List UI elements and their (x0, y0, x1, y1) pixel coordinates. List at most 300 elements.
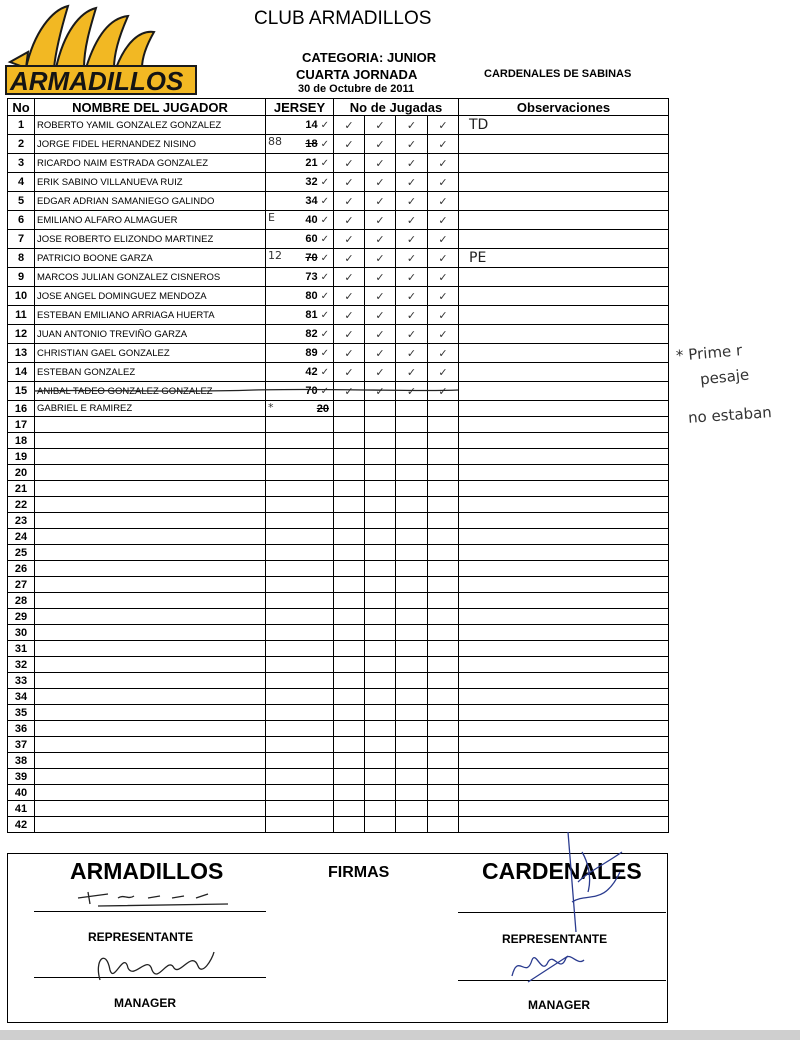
observation-cell (459, 705, 669, 721)
check-icon: ✓ (406, 252, 417, 265)
observation-cell (459, 465, 669, 481)
player-name (35, 211, 266, 230)
table-row (8, 363, 669, 382)
jersey-value: 42 (305, 366, 318, 378)
check-icon: ✓ (344, 176, 354, 189)
play-cell (365, 785, 396, 801)
game-date: 30 de Octubre de 2011 (298, 83, 415, 95)
check-icon: ✓ (375, 290, 385, 303)
play-cell (428, 641, 459, 657)
play-cell (428, 673, 459, 689)
observation-cell (459, 529, 669, 545)
jersey-number (266, 593, 334, 609)
play-cell (396, 382, 428, 401)
check-icon: ✓ (438, 233, 448, 246)
play-cell (365, 173, 396, 192)
play-cell (365, 211, 396, 230)
table-row (8, 249, 669, 268)
play-cell (428, 689, 459, 705)
observation-cell (459, 230, 669, 249)
check-icon: ✓ (375, 195, 385, 208)
jersey-number (266, 344, 334, 363)
player-name-text: JOSE ROBERTO ELIZONDO MARTINEZ (37, 233, 214, 245)
play-cell (334, 306, 365, 325)
row-number: 39 (8, 769, 35, 785)
play-cell (428, 609, 459, 625)
check-icon: ✓ (438, 385, 448, 398)
player-name (35, 287, 266, 306)
row-number: 27 (8, 577, 35, 593)
play-cell (428, 306, 459, 325)
play-cell (334, 230, 365, 249)
check-icon: ✓ (320, 139, 329, 150)
header-no: No (8, 99, 35, 116)
observation-cell (459, 545, 669, 561)
player-name (35, 325, 266, 344)
jersey-value: 40 (305, 214, 318, 226)
play-cell (365, 135, 396, 154)
play-cell (334, 497, 365, 513)
check-icon: ✓ (375, 176, 385, 189)
player-name (35, 641, 266, 657)
observation-cell (459, 641, 669, 657)
away-manager-signature-line (458, 980, 666, 981)
jersey-value: 70 (305, 252, 318, 264)
jersey-number (266, 433, 334, 449)
play-cell (396, 417, 428, 433)
observation-cell (459, 625, 669, 641)
table-row (8, 344, 669, 363)
play-cell (365, 689, 396, 705)
row-number: 14 (8, 363, 35, 382)
play-cell (428, 721, 459, 737)
table-row (8, 753, 669, 769)
jersey-number (266, 801, 334, 817)
table-row (8, 817, 669, 833)
check-icon: ✓ (406, 385, 417, 398)
play-cell (428, 513, 459, 529)
check-icon: ✓ (406, 290, 417, 303)
table-row (8, 481, 669, 497)
check-icon: ✓ (320, 234, 329, 245)
check-icon: ✓ (344, 347, 354, 360)
play-cell (365, 417, 396, 433)
check-icon: ✓ (375, 214, 385, 227)
observation-cell: TD (459, 116, 669, 135)
play-cell (396, 769, 428, 785)
player-name (35, 268, 266, 287)
play-cell (365, 801, 396, 817)
play-cell (396, 363, 428, 382)
play-cell (396, 593, 428, 609)
table-row (8, 211, 669, 230)
play-cell (396, 401, 428, 417)
play-cell (365, 363, 396, 382)
row-number: 20 (8, 465, 35, 481)
table-row (8, 325, 669, 344)
jersey-number (266, 545, 334, 561)
check-icon: ✓ (375, 119, 385, 132)
play-cell (334, 249, 365, 268)
play-cell (396, 306, 428, 325)
check-icon: ✓ (438, 176, 448, 189)
player-name (35, 721, 266, 737)
table-row (8, 641, 669, 657)
player-name-text: JORGE FIDEL HERNANDEZ NISINO (37, 138, 197, 150)
check-icon: ✓ (344, 271, 354, 284)
check-icon: ✓ (406, 138, 417, 151)
play-cell (365, 116, 396, 135)
observation-cell (459, 481, 669, 497)
home-representative-label: REPRESENTANTE (88, 930, 194, 944)
row-number: 24 (8, 529, 35, 545)
row-number: 42 (8, 817, 35, 833)
play-cell (428, 325, 459, 344)
check-icon: ✓ (344, 252, 354, 265)
play-cell (396, 721, 428, 737)
jersey-number (266, 449, 334, 465)
check-icon: ✓ (320, 367, 329, 378)
play-cell (428, 737, 459, 753)
table-row (8, 609, 669, 625)
check-icon: ✓ (320, 215, 329, 226)
observation-cell (459, 306, 669, 325)
play-cell (396, 545, 428, 561)
observation-cell (459, 609, 669, 625)
jersey-value: 18 (305, 138, 318, 150)
check-icon: ✓ (344, 138, 354, 151)
check-icon: ✓ (344, 385, 354, 398)
header-plays: No de Jugadas (334, 99, 459, 116)
header-player-name: NOMBRE DEL JUGADOR (35, 99, 266, 116)
jersey-number (266, 737, 334, 753)
table-row (8, 689, 669, 705)
play-cell (396, 785, 428, 801)
player-name (35, 401, 266, 417)
play-cell (396, 497, 428, 513)
check-icon: ✓ (438, 328, 448, 341)
play-cell (428, 593, 459, 609)
player-name (35, 465, 266, 481)
jersey-number (266, 401, 334, 417)
play-cell (396, 481, 428, 497)
check-icon: ✓ (438, 271, 448, 284)
play-cell (334, 154, 365, 173)
player-name-text: ANIBAL TADEO GONZALEZ GONZALEZ (37, 385, 213, 397)
player-name (35, 192, 266, 211)
table-row (8, 545, 669, 561)
player-name (35, 753, 266, 769)
player-name-text: ESTEBAN EMILIANO ARRIAGA HUERTA (37, 309, 215, 321)
play-cell (334, 287, 365, 306)
row-number: 31 (8, 641, 35, 657)
play-cell (396, 737, 428, 753)
jersey-value: 81 (305, 309, 318, 321)
check-icon: ✓ (320, 253, 329, 264)
roster-table (7, 98, 669, 833)
scan-edge (0, 1030, 800, 1040)
opponent-team: CARDENALES DE SABINAS (484, 68, 632, 80)
player-name (35, 249, 266, 268)
player-name (35, 545, 266, 561)
jersey-number (266, 116, 334, 135)
play-cell (428, 211, 459, 230)
player-name (35, 673, 266, 689)
observation-cell (459, 737, 669, 753)
play-cell (365, 382, 396, 401)
play-cell (428, 116, 459, 135)
club-title: CLUB ARMADILLOS (254, 8, 432, 29)
play-cell (365, 344, 396, 363)
check-icon: ✓ (438, 290, 448, 303)
jersey-handwritten-mark: * (268, 401, 274, 414)
play-cell (396, 433, 428, 449)
observation-cell (459, 689, 669, 705)
jersey-number (266, 173, 334, 192)
jersey-number (266, 382, 334, 401)
play-cell (365, 268, 396, 287)
jersey-number (266, 481, 334, 497)
jersey-number (266, 705, 334, 721)
observation-cell (459, 673, 669, 689)
player-name (35, 306, 266, 325)
row-number: 8 (8, 249, 35, 268)
row-number: 33 (8, 673, 35, 689)
play-cell (396, 449, 428, 465)
player-name (35, 497, 266, 513)
play-cell (396, 577, 428, 593)
check-icon: ✓ (406, 195, 417, 208)
play-cell (365, 154, 396, 173)
jersey-number (266, 625, 334, 641)
check-icon: ✓ (406, 328, 417, 341)
player-name-text: JOSE ANGEL DOMINGUEZ MENDOZA (37, 290, 207, 302)
play-cell (334, 673, 365, 689)
play-cell (428, 154, 459, 173)
home-representative-signature (68, 884, 238, 910)
observation-cell (459, 135, 669, 154)
table-row (8, 433, 669, 449)
row-number: 35 (8, 705, 35, 721)
side-note-line-3: no estaban (687, 403, 773, 427)
header-jersey: JERSEY (266, 99, 334, 116)
play-cell (396, 641, 428, 657)
observation-cell (459, 513, 669, 529)
check-icon: ✓ (344, 119, 354, 132)
player-name (35, 769, 266, 785)
observation-cell (459, 769, 669, 785)
jersey-number (266, 769, 334, 785)
row-number: 28 (8, 593, 35, 609)
row-number: 18 (8, 433, 35, 449)
play-cell (428, 287, 459, 306)
table-row (8, 465, 669, 481)
check-icon: ✓ (375, 366, 385, 379)
observation-cell (459, 593, 669, 609)
check-icon: ✓ (320, 158, 329, 169)
jersey-number (266, 513, 334, 529)
player-name (35, 513, 266, 529)
play-cell (428, 401, 459, 417)
player-name-text: ERIK SABINO VILLANUEVA RUIZ (37, 176, 183, 188)
player-name (35, 135, 266, 154)
check-icon: ✓ (406, 176, 417, 189)
observation-cell (459, 192, 669, 211)
jersey-value: 34 (305, 195, 318, 207)
player-name (35, 561, 266, 577)
observation-cell: PE (459, 249, 669, 268)
check-icon: ✓ (320, 272, 329, 283)
observation-cell (459, 785, 669, 801)
player-name (35, 154, 266, 173)
player-name (35, 705, 266, 721)
check-icon: ✓ (320, 291, 329, 302)
check-icon: ✓ (438, 214, 448, 227)
play-cell (365, 497, 396, 513)
jersey-number (266, 577, 334, 593)
play-cell (428, 363, 459, 382)
table-row (8, 657, 669, 673)
check-icon: ✓ (438, 195, 448, 208)
play-cell (428, 230, 459, 249)
table-row (8, 192, 669, 211)
player-name (35, 801, 266, 817)
play-cell (334, 401, 365, 417)
jersey-number (266, 657, 334, 673)
observation-cell (459, 173, 669, 192)
row-number: 13 (8, 344, 35, 363)
play-cell (365, 287, 396, 306)
check-icon: ✓ (375, 385, 385, 398)
jersey-value: 21 (305, 157, 318, 169)
play-cell (334, 817, 365, 833)
play-cell (334, 545, 365, 561)
player-name (35, 625, 266, 641)
play-cell (428, 268, 459, 287)
play-cell (428, 705, 459, 721)
play-cell (365, 192, 396, 211)
observation-cell (459, 344, 669, 363)
play-cell (396, 344, 428, 363)
play-cell (334, 417, 365, 433)
check-icon: ✓ (344, 157, 354, 170)
play-cell (428, 481, 459, 497)
jersey-number (266, 268, 334, 287)
play-cell (396, 753, 428, 769)
jersey-value: 20 (316, 402, 329, 415)
play-cell (334, 449, 365, 465)
player-name (35, 593, 266, 609)
play-cell (396, 657, 428, 673)
roster-body (8, 116, 669, 833)
observation-cell (459, 268, 669, 287)
play-cell (428, 529, 459, 545)
play-cell (428, 801, 459, 817)
observation-cell (459, 497, 669, 513)
check-icon: ✓ (406, 119, 417, 132)
row-number: 19 (8, 449, 35, 465)
play-cell (365, 817, 396, 833)
play-cell (365, 561, 396, 577)
play-cell (428, 785, 459, 801)
check-icon: ✓ (438, 119, 448, 132)
play-cell (396, 513, 428, 529)
check-icon: ✓ (375, 309, 385, 322)
play-cell (396, 529, 428, 545)
table-row (8, 135, 669, 154)
play-cell (396, 249, 428, 268)
player-name (35, 230, 266, 249)
jersey-number (266, 154, 334, 173)
play-cell (365, 721, 396, 737)
player-name-text: GABRIEL E RAMIREZ (37, 403, 133, 414)
player-name (35, 609, 266, 625)
signatures-title: FIRMAS (328, 864, 390, 881)
play-cell (334, 721, 365, 737)
play-cell (334, 211, 365, 230)
table-row (8, 306, 669, 325)
play-cell (365, 657, 396, 673)
jersey-number (266, 785, 334, 801)
jersey-value: 82 (305, 328, 318, 340)
check-icon: ✓ (320, 386, 329, 397)
play-cell (428, 497, 459, 513)
row-number: 40 (8, 785, 35, 801)
check-icon: ✓ (344, 195, 354, 208)
play-cell (365, 625, 396, 641)
jersey-number (266, 721, 334, 737)
row-number: 15 (8, 382, 35, 401)
observation-cell (459, 801, 669, 817)
row-number: 6 (8, 211, 35, 230)
play-cell (365, 753, 396, 769)
check-icon: ✓ (375, 347, 385, 360)
row-number: 30 (8, 625, 35, 641)
row-number: 5 (8, 192, 35, 211)
play-cell (365, 577, 396, 593)
play-cell (334, 363, 365, 382)
play-cell (334, 135, 365, 154)
play-cell (428, 192, 459, 211)
play-cell (334, 577, 365, 593)
row-number: 36 (8, 721, 35, 737)
observation-cell (459, 154, 669, 173)
play-cell (334, 561, 365, 577)
observation-cell (459, 449, 669, 465)
play-cell (428, 382, 459, 401)
home-manager-label: MANAGER (114, 996, 176, 1010)
away-representative-label: REPRESENTANTE (502, 932, 608, 946)
check-icon: ✓ (344, 328, 354, 341)
table-row (8, 497, 669, 513)
play-cell (396, 465, 428, 481)
check-icon: ✓ (344, 366, 354, 379)
play-cell (396, 689, 428, 705)
play-cell (334, 268, 365, 287)
play-cell (396, 801, 428, 817)
check-icon: ✓ (320, 329, 329, 340)
row-number: 41 (8, 801, 35, 817)
play-cell (396, 625, 428, 641)
table-row (8, 625, 669, 641)
check-icon: ✓ (406, 309, 417, 322)
row-number: 9 (8, 268, 35, 287)
check-icon: ✓ (375, 138, 385, 151)
play-cell (428, 433, 459, 449)
play-cell (396, 173, 428, 192)
observation-cell (459, 211, 669, 230)
table-row (8, 577, 669, 593)
